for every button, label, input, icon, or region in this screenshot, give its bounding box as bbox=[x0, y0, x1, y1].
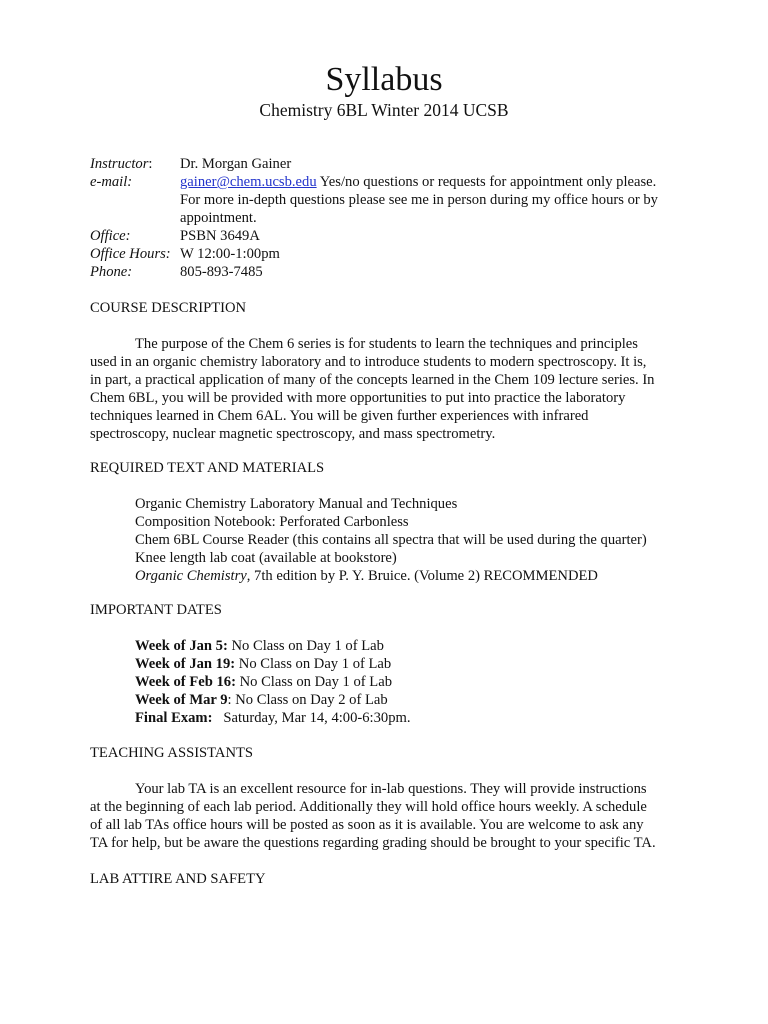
list-item bbox=[135, 709, 695, 727]
teaching-assistants-heading: TEACHING ASSISTANTS bbox=[90, 745, 254, 761]
date-text: Saturday, Mar 14, 4:00-6:30pm. bbox=[212, 710, 411, 726]
page-subtitle: Chemistry 6BL Winter 2014 UCSB bbox=[259, 100, 509, 120]
materials-list bbox=[135, 495, 695, 585]
email-label: e-mail: bbox=[90, 174, 133, 190]
list-item bbox=[135, 567, 695, 585]
ta-line: Your lab TA is an excellent resource for in-lab questions. They will provide instructions bbox=[135, 781, 647, 797]
course-description-text bbox=[90, 335, 678, 443]
important-dates-heading: IMPORTANT DATES bbox=[90, 602, 222, 618]
office-hours-value: W 12:00-1:00pm bbox=[180, 246, 280, 262]
date-text: No Class on Day 1 of Lab bbox=[235, 656, 392, 672]
date-label: Week of Feb 16: bbox=[135, 674, 236, 690]
email-note: Yes/no questions or requests for appointment only please. bbox=[316, 174, 657, 190]
date-label: Week of Jan 19: bbox=[135, 656, 236, 672]
instructor-label: Instructor: bbox=[90, 156, 153, 172]
instructor-value: Dr. Morgan Gainer bbox=[180, 156, 292, 172]
office-hours-label: Office Hours: bbox=[90, 246, 171, 262]
list-item bbox=[135, 655, 695, 673]
email-link[interactable]: gainer@chem.ucsb.edu bbox=[180, 174, 317, 190]
phone-row bbox=[90, 263, 680, 281]
materials-heading: REQUIRED TEXT AND MATERIALS bbox=[90, 460, 325, 476]
list-item bbox=[135, 637, 695, 655]
email-note-3: appointment. bbox=[180, 210, 257, 226]
teaching-assistants-text bbox=[90, 780, 678, 852]
email-value bbox=[180, 173, 680, 227]
instructor-row bbox=[90, 155, 680, 173]
list-item: Chem 6BL Course Reader (this contains all spectra that will be used during the quarter) bbox=[135, 532, 647, 548]
date-text: No Class on Day 1 of Lab bbox=[235, 674, 392, 690]
course-description-line: used in an organic chemistry laboratory and to introduce students to modern spectroscopy. It is, bbox=[90, 354, 647, 370]
email-note-2: For more in-depth questions please see me in person during my office hours or by bbox=[180, 192, 658, 208]
course-description-heading: COURSE DESCRIPTION bbox=[90, 300, 247, 316]
instructor-info bbox=[90, 155, 680, 281]
phone-value: 805-893-7485 bbox=[180, 264, 263, 280]
date-label: Final Exam: bbox=[135, 710, 213, 726]
list-item: Composition Notebook: Perforated Carbonless bbox=[135, 514, 409, 530]
list-item bbox=[135, 673, 695, 691]
course-description-line: techniques learned in Chem 6AL. You will be given further experiences with infrared bbox=[90, 408, 589, 424]
office-row bbox=[90, 227, 680, 245]
course-description-line: Chem 6BL, you will be provided with more opportunities to put into practice the laboratory bbox=[90, 390, 626, 406]
office-label: Office: bbox=[90, 228, 131, 244]
ta-line: TA for help, but be aware the questions regarding grading should be brought to your specific TA. bbox=[90, 835, 656, 851]
book-title: Organic Chemistry bbox=[135, 568, 247, 584]
office-hours-row bbox=[90, 245, 680, 263]
list-item bbox=[135, 691, 695, 709]
date-label: Week of Mar 9 bbox=[135, 692, 228, 708]
page-title: Syllabus bbox=[325, 61, 443, 98]
phone-label: Phone: bbox=[90, 264, 133, 280]
course-description-line: The purpose of the Chem 6 series is for students to learn the techniques and principles bbox=[135, 336, 638, 352]
important-dates-list bbox=[135, 637, 695, 727]
list-item: Knee length lab coat (available at bookstore) bbox=[135, 550, 397, 566]
date-text: : No Class on Day 2 of Lab bbox=[227, 692, 388, 708]
date-text: No Class on Day 1 of Lab bbox=[227, 638, 384, 654]
lab-attire-heading: LAB ATTIRE AND SAFETY bbox=[90, 871, 266, 887]
email-row bbox=[90, 173, 680, 227]
list-item: Organic Chemistry Laboratory Manual and Techniques bbox=[135, 496, 458, 512]
course-description-line: in part, a practical application of many of the concepts learned in the Chem 109 lecture series. In bbox=[90, 372, 655, 388]
date-label: Week of Jan 5: bbox=[135, 638, 228, 654]
ta-line: of all lab TAs office hours will be posted as soon as it is available. You are welcome to ask any bbox=[90, 817, 644, 833]
ta-line: at the beginning of each lab period. Additionally they will hold office hours weekly. A schedule bbox=[90, 799, 647, 815]
office-value: PSBN 3649A bbox=[180, 228, 260, 244]
book-details: , 7th edition by P. Y. Bruice. (Volume 2) RECOMMENDED bbox=[246, 568, 598, 584]
course-description-line: spectroscopy, nuclear magnetic spectroscopy, and mass spectrometry. bbox=[90, 426, 496, 442]
